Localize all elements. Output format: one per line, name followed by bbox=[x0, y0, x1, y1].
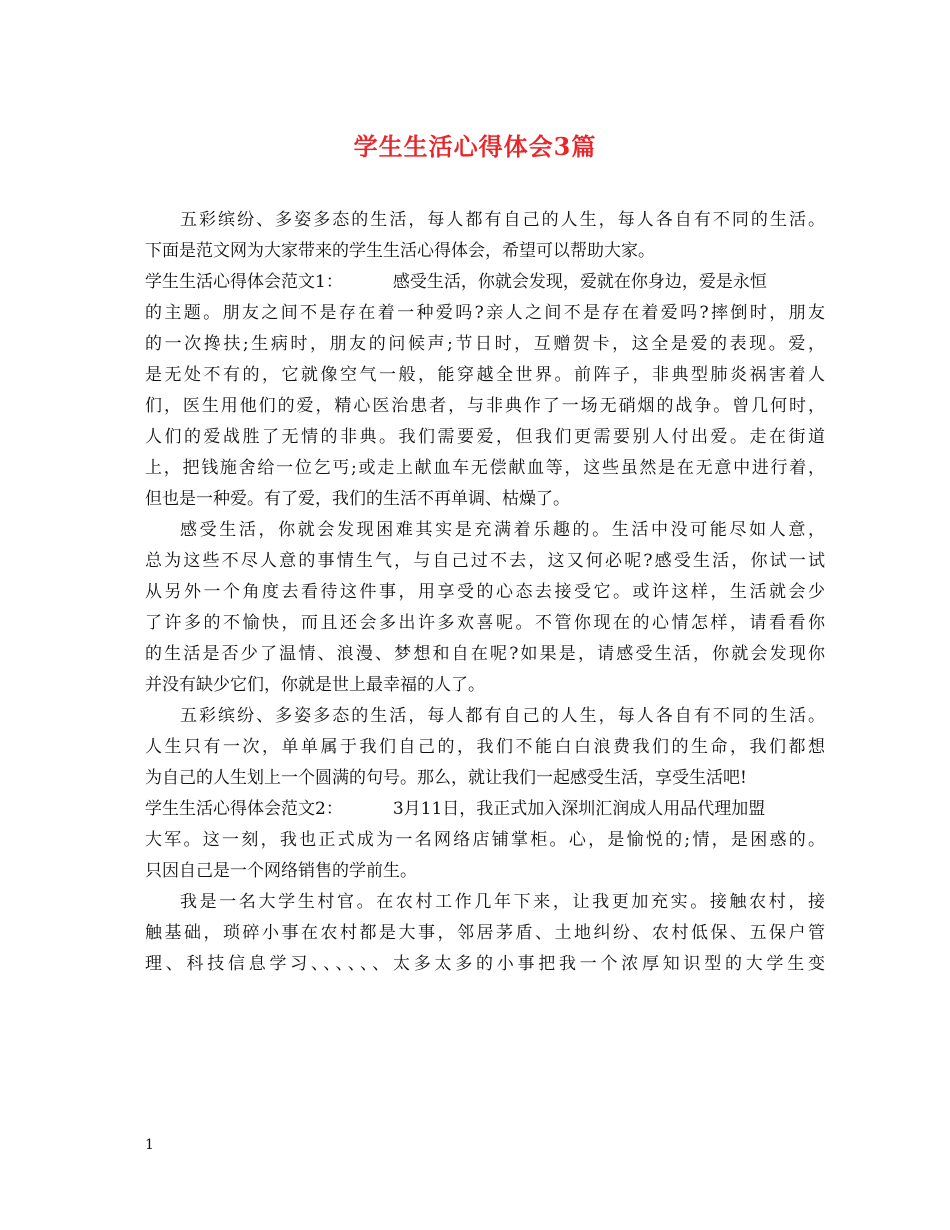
paragraph-line: 并没有缺少它们，你就是世上最幸福的人了。 bbox=[145, 675, 485, 695]
paragraph-line: 理、科技信息学习、、、、、、太多太多的小事把我一个浓厚知识型的大学生变 bbox=[145, 954, 825, 974]
paragraph-line: 的主题。朋友之间不是存在着一种爱吗?亲人之间不是存在着爱吗?摔倒时，朋友 bbox=[145, 303, 825, 323]
paragraph-line: 人们的爱战胜了无情的非典。我们需要爱，但我们更需要别人付出爱。走在街道 bbox=[145, 427, 825, 447]
paragraph-line: 的一次搀扶;生病时，朋友的问候声;节日时，互赠贺卡，这全是爱的表现。爱， bbox=[145, 334, 825, 354]
paragraph-line: 我是一名大学生村官。在农村工作几年下来，让我更加充实。接触农村，接 bbox=[180, 892, 825, 912]
paragraph-line: 们，医生用他们的爱，精心医治患者，与非典作了一场无硝烟的战争。曾几何时， bbox=[145, 396, 825, 416]
page-number: 1 bbox=[145, 1137, 154, 1153]
document-body bbox=[145, 205, 825, 980]
paragraph-text: 感受生活，你就会发现，爱就在你身边，爱是永恒 bbox=[392, 272, 767, 292]
paragraph-line: 从另外一个角度去看待这件事，用享受的心态去接受它。或许这样，生活就会少 bbox=[145, 582, 825, 602]
essay-heading: 学生生活心得体会范文2： bbox=[145, 799, 343, 819]
paragraph-line: 了许多的不愉快，而且还会多出许多欢喜呢。不管你现在的心情怎样，请看看你 bbox=[145, 613, 825, 633]
paragraph-line: 五彩缤纷、多姿多态的生活，每人都有自己的人生，每人各自有不同的生活。 bbox=[180, 706, 825, 726]
paragraph-line: 总为这些不尽人意的事情生气，与自己过不去，这又何必呢?感受生活，你试一试 bbox=[145, 551, 825, 571]
paragraph-line: 但也是一种爱。有了爱，我们的生活不再单调、枯燥了。 bbox=[145, 489, 570, 509]
paragraph-line: 只因自己是一个网络销售的学前生。 bbox=[145, 861, 417, 881]
paragraph-line: 大军。这一刻，我也正式成为一名网络店铺掌柜。心，是愉悦的;情，是困惑的。 bbox=[145, 830, 825, 850]
paragraph-line: 下面是范文网为大家带来的学生生活心得体会，希望可以帮助大家。 bbox=[145, 241, 655, 261]
paragraph-line: 上，把钱施舍给一位乞丐;或走上献血车无偿献血等，这些虽然是在无意中进行着， bbox=[145, 458, 825, 478]
document-title: 学生生活心得体会3篇 bbox=[353, 132, 597, 161]
paragraph-line: 五彩缤纷、多姿多态的生活，每人都有自己的人生，每人各自有不同的生活。 bbox=[180, 210, 825, 230]
essay-heading-line bbox=[145, 794, 825, 825]
paragraph-line: 是无处不有的，它就像空气一般，能穿越全世界。前阵子，非典型肺炎祸害着人 bbox=[145, 365, 825, 385]
paragraph-line: 感受生活，你就会发现困难其实是充满着乐趣的。生活中没可能尽如人意， bbox=[180, 520, 825, 540]
paragraph-text: 3月11日，我正式加入深圳汇润成人用品代理加盟 bbox=[392, 799, 766, 819]
paragraph-line: 为自己的人生划上一个圆满的句号。那么，就让我们一起感受生活，享受生活吧! bbox=[145, 768, 747, 788]
essay-heading-line bbox=[145, 267, 825, 298]
paragraph-line: 的生活是否少了温情、浪漫、梦想和自在呢?如果是，请感受生活，你就会发现你 bbox=[145, 644, 825, 664]
essay-heading: 学生生活心得体会范文1： bbox=[145, 272, 343, 292]
paragraph-line: 人生只有一次，单单属于我们自己的，我们不能白白浪费我们的生命，我们都想 bbox=[145, 737, 825, 757]
paragraph-line: 触基础，琐碎小事在农村都是大事，邻居茅盾、土地纠纷、农村低保、五保户管 bbox=[145, 923, 825, 943]
